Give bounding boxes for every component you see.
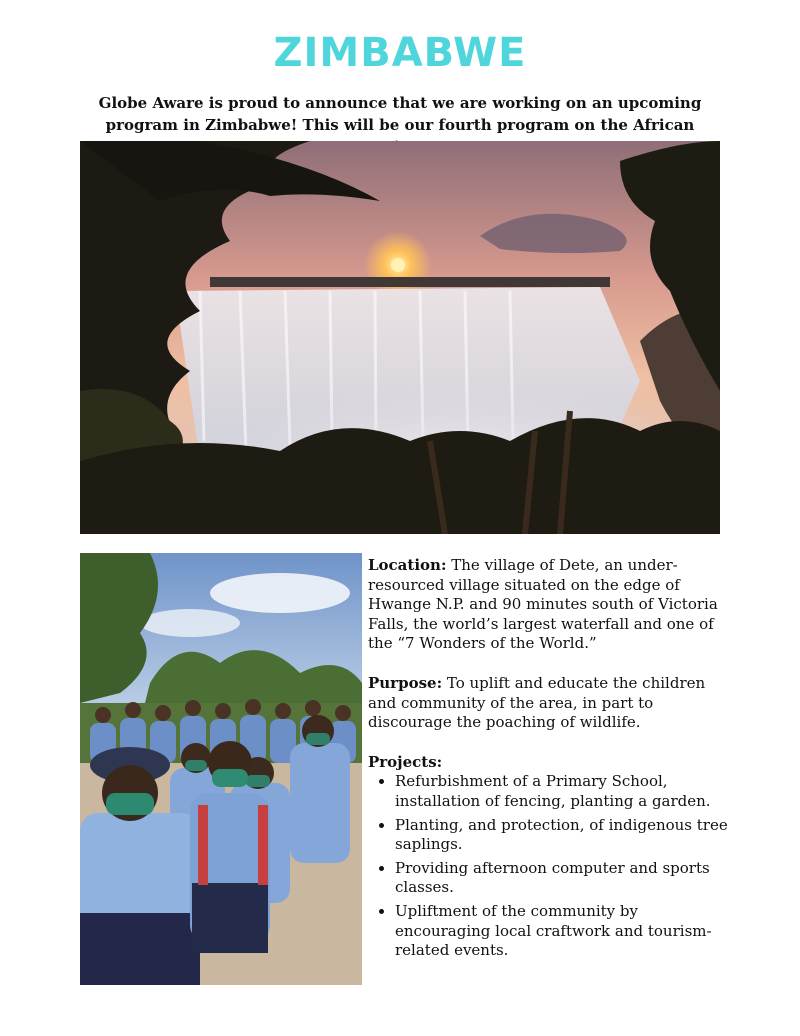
list-item: • Planting, and protection, of indigenous tree saplings.	[395, 816, 728, 855]
location-paragraph	[368, 556, 728, 654]
waterfall-photo	[80, 141, 720, 534]
purpose-text: To uplift and educate the children and community of the area, in part to discourage the poaching of wildlife.	[368, 673, 706, 732]
projects-list	[368, 772, 728, 960]
purpose-paragraph	[368, 674, 728, 733]
page-title: ZIMBABWE	[273, 30, 527, 76]
list-item: • Refurbishment of a Primary School, installation of fencing, planting a garden.	[395, 772, 728, 811]
waterfall-image	[80, 141, 720, 534]
list-item: • Upliftment of the community by encouraging local craftwork and tourism-related events.	[395, 902, 728, 961]
projects-label: Projects:	[368, 752, 443, 771]
schoolchildren-photo	[80, 553, 362, 985]
program-details	[368, 556, 728, 965]
list-item: • Providing afternoon computer and sports classes.	[395, 859, 728, 898]
intro-text: Globe Aware is proud to announce that we are working on an upcoming program in Zimbabwe! This will be our fourth program on the African	[98, 94, 702, 134]
schoolchildren-image	[80, 553, 362, 985]
location-label: Location:	[368, 556, 447, 574]
purpose-label: Purpose:	[368, 673, 443, 692]
location-text: The village of Dete, an under-resourced village situated on the edge of Hwange N.P. and 90 minutes south of Victoria Falls, the world’s largest waterfall and one of the “7 Wonders of the World.”	[368, 556, 718, 653]
